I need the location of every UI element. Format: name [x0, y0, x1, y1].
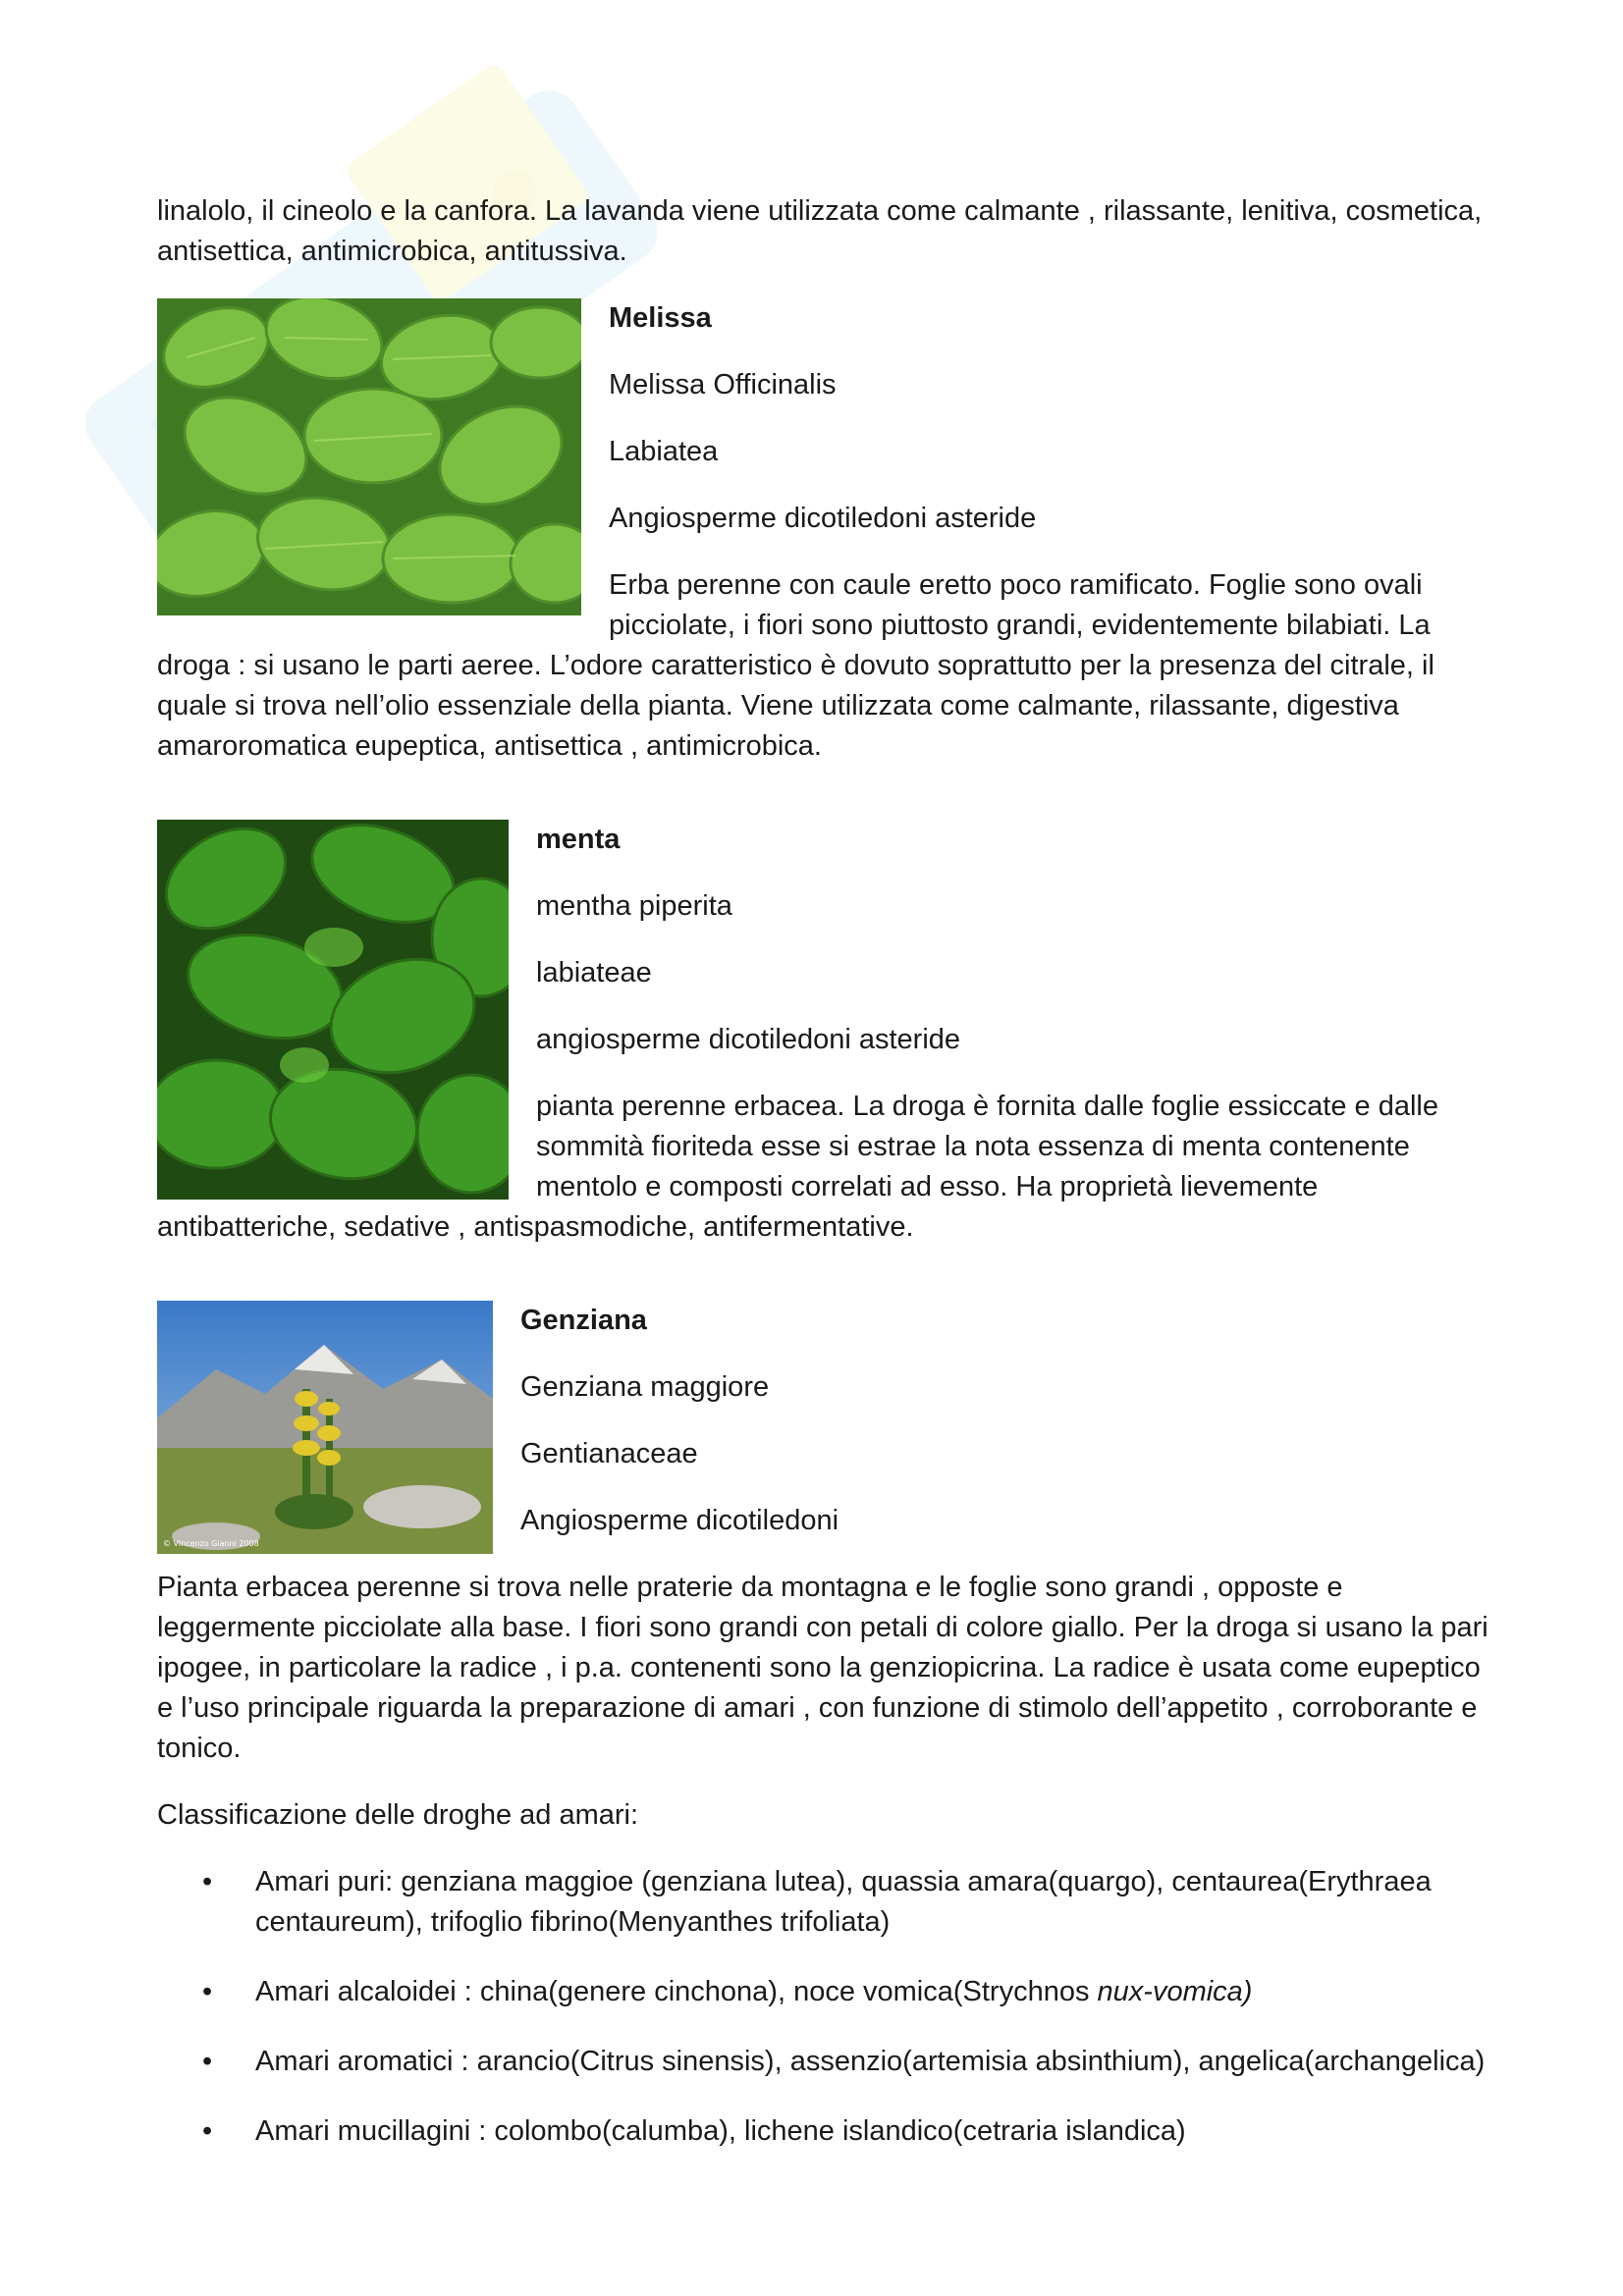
menta-description: pianta perenne erbacea. La droga è fornita dalle foglie essiccate e dalle sommità fioriteda esse si estrae la nota essenza di menta contenente mentolo e composti correlati ad esso. Ha proprietà lievemente antibatteriche, sedative , antispasmodiche, antifermentative. [157, 1091, 1438, 1243]
menta-species: mentha piperita [536, 890, 732, 922]
intro-paragraph: linalolo, il cineolo e la canfora. La lavanda viene utilizzata come calmante , rilassante, lenitiva, cosmetica, antisettica, antimicrobica, antitussiva. [157, 195, 1483, 267]
bullet-icon: • [202, 2046, 213, 2077]
melissa-family: Labiatea [609, 436, 719, 467]
list-item: • Amari mucillagini : colombo(calumba), lichene islandico(cetraria islandica) [157, 2111, 1492, 2152]
menta-section [157, 820, 1492, 1274]
bullet-icon: • [202, 2115, 213, 2147]
list-item: • Amari aromatici : arancio(Citrus sinensis), assenzio(artemisia absinthium), angelica(archangelica) [157, 2042, 1492, 2082]
bullet-icon: • [202, 1976, 213, 2007]
genziana-photo-credit: © Vincenzo Gianni 2008 [163, 1539, 259, 1548]
menta-class: angiosperme dicotiledoni asteride [536, 1024, 961, 1055]
list-item: • Amari puri: genziana maggioe (genziana lutea), quassia amara(quargo), centaurea(Erythraea centaureum), trifoglio fibrino(Menyanthes trifoliata) [157, 1862, 1492, 1943]
list-item: • Amari alcaloidei : china(genere cinchona), noce vomica(Strychnos nux-vomica) [157, 1972, 1492, 2012]
genziana-description: Pianta erbacea perenne si trova nelle praterie da montagna e le foglie sono grandi , opposte e leggermente picciolate alla base. I fiori sono grandi con petali di colore giallo. Per la droga si usano la pari ipogee, in particolare la radice , i p.a. contenenti sono la genziopicrina. La radice è usata come eupeptico e l’uso principale riguarda la preparazione di amari , con funzione di stimolo dell’appetito , corroborante e tonico. [157, 1572, 1488, 1764]
genziana-title: Genziana [520, 1305, 647, 1336]
classification-list [157, 1862, 1492, 2152]
genziana-class: Angiosperme dicotiledoni [520, 1505, 839, 1536]
menta-family: labiateae [536, 957, 652, 988]
melissa-title: Melissa [609, 302, 712, 334]
genziana-species: Genziana maggiore [520, 1371, 770, 1403]
melissa-section [157, 298, 1492, 793]
genziana-section [157, 1301, 1492, 1769]
melissa-class: Angiosperme dicotiledoni asteride [609, 503, 1037, 534]
genziana-photo [157, 1301, 493, 1554]
classification-heading: Classificazione delle droghe ad amari: [157, 1799, 639, 1831]
menta-title: menta [536, 824, 621, 855]
bullet-icon: • [202, 1866, 213, 1897]
menta-photo [157, 820, 509, 1200]
genziana-family: Gentianaceae [520, 1438, 698, 1469]
melissa-species: Melissa Officinalis [609, 369, 837, 400]
document-page [157, 191, 1492, 2181]
melissa-photo [157, 298, 581, 615]
melissa-description: Erba perenne con caule eretto poco ramificato. Foglie sono ovali picciolate, i fiori sono piuttosto grandi, evidentemente bilabiati. La droga : si usano le parti aeree. L’odore caratteristico è dovuto soprattutto per la presenza del citrale, il quale si trova nell’olio essenziale della pianta. Viene utilizzata come calmante, rilassante, digestiva amaroromatica eupeptica, antisettica , antimicrobica. [157, 569, 1434, 762]
